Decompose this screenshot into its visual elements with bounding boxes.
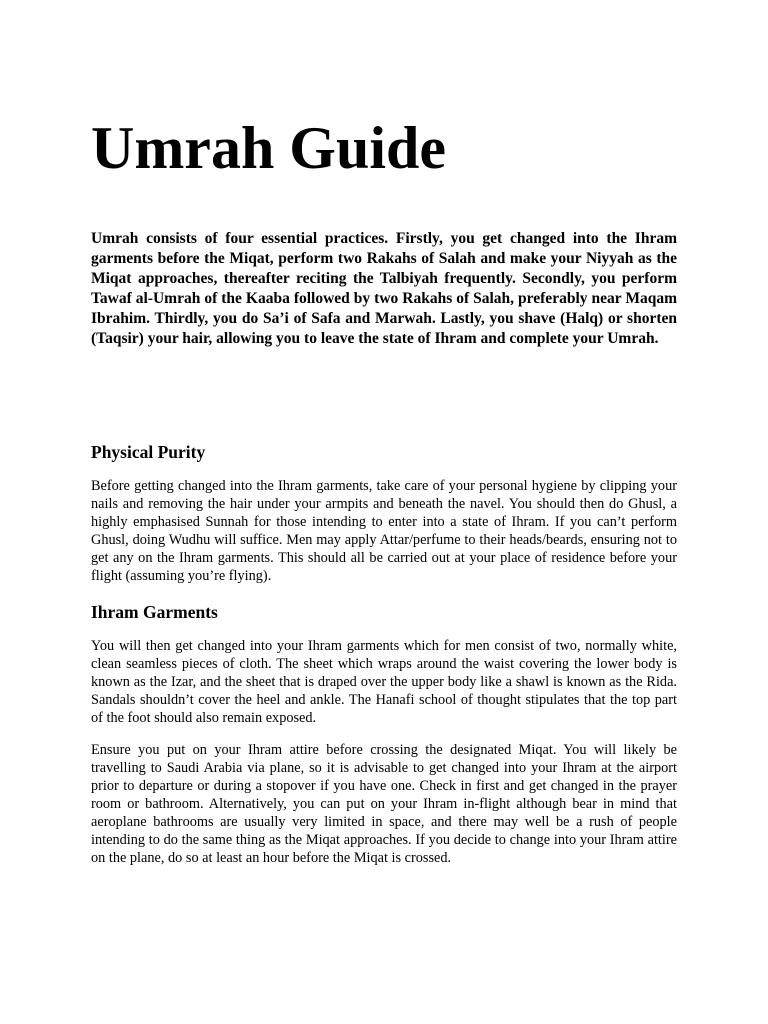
ihram-garments-paragraph-1: You will then get changed into your Ihram garments which for men consist of two, normally white, clean seamless pieces of cloth. The sheet which wraps around the waist covering the lower body is known as the Izar, and the sheet that is draped over the upper body like a shawl is known as the Rida. Sandals shouldn’t cover the heel and ankle. The Hanafi school of thought stipulates that the top part of the foot should also remain exposed. — [91, 638, 677, 726]
ihram-garments-paragraph-2: Ensure you put on your Ihram attire before crossing the designated Miqat. You will likely be travelling to Saudi Arabia via plane, so it is advisable to get changed into your Ihram at the airport prior to departure or during a stopover if you have one. Check in first and get changed in the prayer room or bathroom. Alternatively, you can put on your Ihram in-flight although bear in mind that aeroplane bathrooms are usually very limited in space, and there may well be a rush of people intending to do the same thing as the Miqat approaches. If you decide to change into your Ihram attire on the plane, do so at least an hour before the Miqat is crossed. — [91, 742, 677, 866]
physical-purity-paragraph: Before getting changed into the Ihram garments, take care of your personal hygiene by clipping your nails and removing the hair under your armpits and beneath the navel. You should then do Ghusl, a highly emphasised Sunnah for those intending to enter into a state of Ihram. If you can’t perform Ghusl, doing Wudhu will suffice. Men may apply Attar/perfume to their heads/beards, ensuring not to get any on the Ihram garments. This should all be carried out at your place of residence before your flight (assuming you’re flying). — [91, 478, 677, 584]
document-title: Umrah Guide — [91, 115, 447, 181]
intro-paragraph: Umrah consists of four essential practices. Firstly, you get changed into the Ihram garments before the Miqat, perform two Rakahs of Salah and make your Niyyah as the Miqat approaches, thereafter reciting the Talbiyah frequently. Secondly, you perform Tawaf al-Umrah of the Kaaba followed by two Rakahs of Salah, preferably near Maqam Ibrahim. Thirdly, you do Sa’i of Safa and Marwah. Lastly, you shave (Halq) or shorten (Taqsir) your hair, allowing you to leave the state of Ihram and complete your Umrah. — [91, 230, 677, 348]
section-heading-physical-purity: Physical Purity — [91, 442, 206, 462]
section-heading-ihram-garments: Ihram Garments — [91, 602, 218, 622]
